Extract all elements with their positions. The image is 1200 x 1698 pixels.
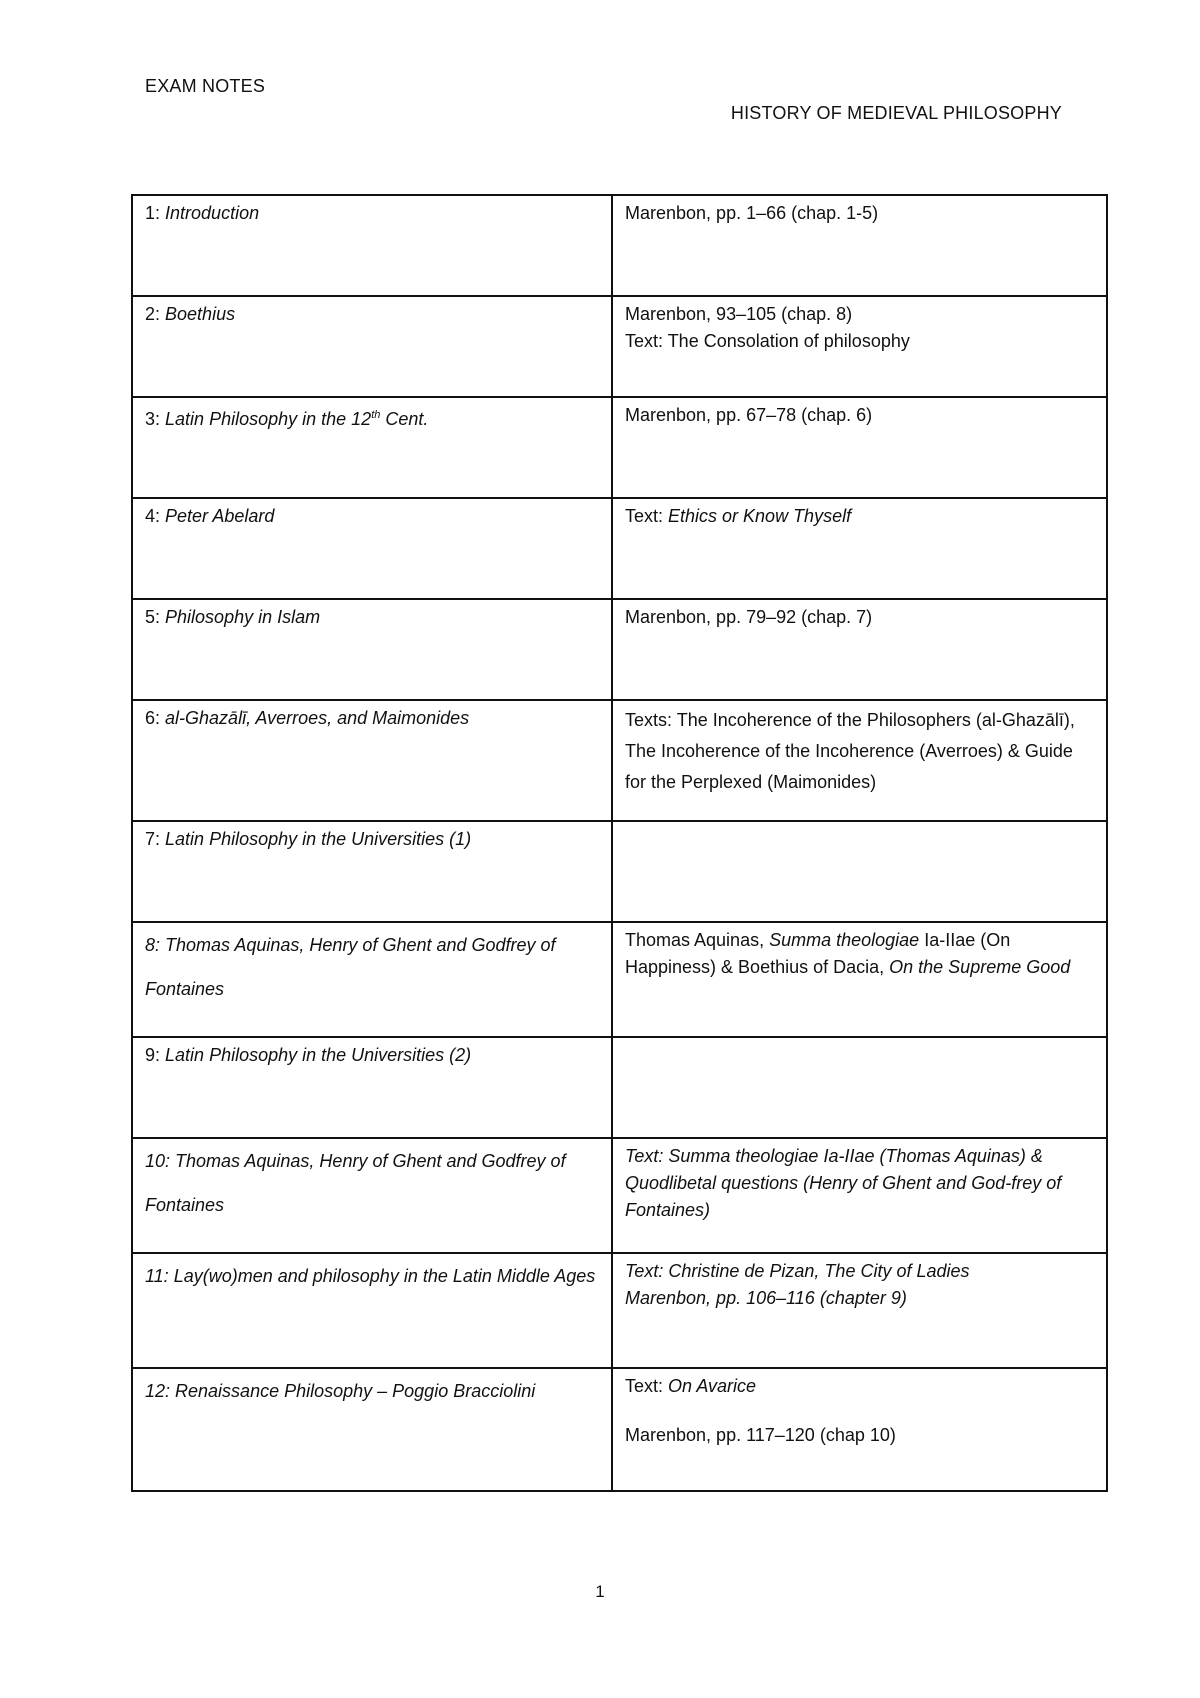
reading-cell (612, 599, 1107, 700)
table-row (132, 599, 1107, 700)
topic-cell (132, 922, 612, 1037)
row-number: 7: (145, 829, 161, 849)
topic-title: al-Ghazālī, Averroes, and Maimonides (165, 708, 470, 728)
table-row (132, 1037, 1107, 1138)
row-number: 1: (145, 203, 161, 223)
row-number: 9: (145, 1045, 161, 1065)
topic-title: Peter Abelard (165, 506, 275, 526)
reading-cell (612, 498, 1107, 599)
reading-cell (612, 821, 1107, 922)
topic-cell (132, 296, 612, 397)
row-number: 3: (145, 409, 161, 429)
topic-title: 12: Renaissance Philosophy – Poggio Bracciolini (145, 1381, 536, 1401)
topic-title: Philosophy in Islam (165, 607, 321, 627)
header-exam-notes: EXAM NOTES (145, 76, 266, 96)
table-row (132, 1368, 1107, 1491)
reading-text: Marenbon, pp. 1–66 (chap. 1-5) (625, 203, 879, 223)
table-row (132, 922, 1107, 1037)
reading-cell (612, 296, 1107, 397)
topic-cell (132, 1138, 612, 1253)
reading-text-secondary: Marenbon, pp. 106–116 (chapter 9) (625, 1288, 907, 1308)
topic-cell (132, 599, 612, 700)
reading-cell: Thomas Aquinas, Summa theologiae Ia-IIae (On Happiness) & Boethius of Dacia, On the Supreme Good (612, 922, 1107, 1037)
topic-title: Latin Philosophy in the 12th Cent. (165, 409, 429, 429)
topic-cell (132, 1253, 612, 1368)
reading-work-title: On the Supreme Good (889, 957, 1071, 977)
reading-text: Marenbon, 93–105 (chap. 8) (625, 304, 853, 324)
table-row (132, 1253, 1107, 1368)
topic-title: 8: Thomas Aquinas, Henry of Ghent and Godfrey of Fontaines (145, 935, 556, 999)
reading-text: Marenbon, pp. 79–92 (chap. 7) (625, 607, 873, 627)
reading-text-secondary: Text: The Consolation of philosophy (625, 331, 910, 351)
course-schedule-table (131, 194, 1108, 1492)
reading-cell (612, 397, 1107, 498)
row-number: 5: (145, 607, 161, 627)
reading-work-title: On Avarice (668, 1376, 757, 1396)
topic-cell (132, 700, 612, 821)
table-row (132, 296, 1107, 397)
topic-cell (132, 821, 612, 922)
reading-cell (612, 1037, 1107, 1138)
table-row (132, 1138, 1107, 1253)
table-row (132, 700, 1107, 821)
reading-cell (612, 1253, 1107, 1368)
table-row (132, 397, 1107, 498)
topic-title: Latin Philosophy in the Universities (2) (165, 1045, 472, 1065)
topic-title: 10: Thomas Aquinas, Henry of Ghent and Godfrey of Fontaines (145, 1151, 566, 1215)
row-number: 2: (145, 304, 161, 324)
topic-cell (132, 397, 612, 498)
reading-cell (612, 1368, 1107, 1491)
table-row (132, 498, 1107, 599)
reading-label: Text: (625, 506, 669, 526)
reading-label: Texts: (625, 710, 677, 730)
reading-cell (612, 700, 1107, 821)
topic-title: Latin Philosophy in the Universities (1) (165, 829, 472, 849)
reading-text: Text: Christine de Pizan, The City of Ladies (625, 1261, 970, 1281)
reading-text-secondary: Marenbon, pp. 117–120 (chap 10) (625, 1425, 896, 1445)
topic-title: Introduction (165, 203, 260, 223)
table-row (132, 195, 1107, 296)
topic-title: Boethius (165, 304, 236, 324)
reading-cell (612, 1138, 1107, 1253)
reading-work-title: Ethics or Know Thyself (668, 506, 852, 526)
reading-cell (612, 195, 1107, 296)
row-number: 4: (145, 506, 161, 526)
topic-cell (132, 1368, 612, 1491)
topic-title: 11: Lay(wo)men and philosophy in the Latin Middle Ages (145, 1266, 596, 1286)
table-row (132, 821, 1107, 922)
reading-text: The Incoherence of the Philosophers (al-Ghazālī), The Incoherence of the Incoherence (Averroes) & Guide for the Perplexed (Maimonides) (625, 710, 1075, 792)
ordinal-suffix: th (371, 409, 381, 421)
reading-text: Text: Summa theologiae Ia-IIae (Thomas Aquinas) & Quodlibetal questions (Henry of Ghent and God-frey of Fontaines) (625, 1146, 1062, 1220)
reading-work-title: Summa theologiae (769, 930, 920, 950)
topic-cell (132, 498, 612, 599)
header-course-title: HISTORY OF MEDIEVAL PHILOSOPHY (730, 103, 1062, 123)
reading-text: Marenbon, pp. 67–78 (chap. 6) (625, 405, 873, 425)
row-number: 6: (145, 708, 161, 728)
page-number: 1 (595, 1582, 605, 1601)
topic-cell (132, 195, 612, 296)
topic-cell (132, 1037, 612, 1138)
reading-label: Text: (625, 1376, 669, 1396)
